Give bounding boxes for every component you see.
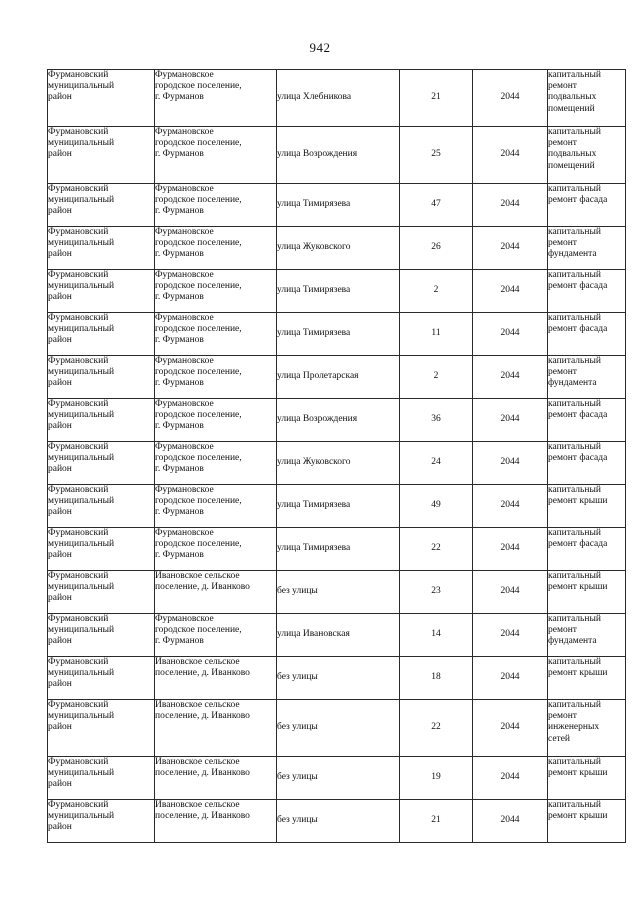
table-row — [48, 184, 626, 227]
work-type-cell — [548, 184, 626, 227]
work-type-cell — [548, 614, 626, 657]
year-cell — [473, 485, 548, 528]
year-cell-text: 2044 — [500, 722, 520, 733]
street-cell-text: улица Тимирязева — [277, 328, 351, 339]
street-cell — [277, 127, 400, 184]
year-cell-text: 2044 — [500, 672, 520, 683]
house-number-cell-text: 47 — [431, 199, 441, 210]
street-cell-text: улица Пролетарская — [277, 371, 359, 382]
work-type-cell — [548, 700, 626, 757]
district-cell-text: Фурмановский муниципальный район — [48, 399, 115, 432]
work-type-cell-text: капитальный ремонт крыши — [548, 800, 608, 822]
year-cell — [473, 70, 548, 127]
work-type-cell — [548, 227, 626, 270]
year-cell — [473, 442, 548, 485]
settlement-cell — [155, 356, 277, 399]
street-cell — [277, 227, 400, 270]
settlement-cell — [155, 227, 277, 270]
street-cell-text: улица Жуковского — [277, 242, 351, 253]
district-cell — [48, 356, 155, 399]
settlement-cell-text: Ивановское сельское поселение, д. Иванково — [155, 700, 250, 722]
street-cell — [277, 442, 400, 485]
house-number-cell — [400, 227, 473, 270]
work-type-cell-text: капитальный ремонт крыши — [548, 485, 608, 507]
house-number-cell — [400, 313, 473, 356]
district-cell-text: Фурмановский муниципальный район — [48, 70, 115, 103]
table-row — [48, 227, 626, 270]
work-type-cell-text: капитальный ремонт подвальных помещений — [548, 127, 601, 171]
year-cell-text: 2044 — [500, 586, 520, 597]
district-cell-text: Фурмановский муниципальный район — [48, 528, 115, 561]
district-cell — [48, 485, 155, 528]
district-cell-text: Фурмановский муниципальный район — [48, 800, 115, 833]
street-cell-text: без улицы — [277, 672, 318, 683]
work-type-cell-text: капитальный ремонт крыши — [548, 657, 608, 679]
work-type-cell-text: капитальный ремонт инженерных сетей — [548, 700, 601, 744]
work-type-cell-text: капитальный ремонт фундамента — [548, 614, 601, 647]
house-number-cell — [400, 127, 473, 184]
house-number-cell — [400, 70, 473, 127]
settlement-cell-text: Фурмановское городское поселение, г. Фурманов — [155, 442, 242, 475]
settlement-cell-text: Фурмановское городское поселение, г. Фурманов — [155, 70, 242, 103]
house-number-cell — [400, 270, 473, 313]
house-number-cell — [400, 485, 473, 528]
house-number-cell — [400, 184, 473, 227]
settlement-cell-text: Ивановское сельское поселение, д. Иванково — [155, 800, 250, 822]
street-cell-text: без улицы — [277, 772, 318, 783]
street-cell — [277, 700, 400, 757]
house-number-cell-text: 25 — [431, 149, 441, 160]
year-cell-text: 2044 — [500, 199, 520, 210]
work-type-cell — [548, 528, 626, 571]
district-cell — [48, 528, 155, 571]
street-cell-text: улица Ивановская — [277, 629, 350, 640]
year-cell — [473, 270, 548, 313]
street-cell-text: без улицы — [277, 586, 318, 597]
work-type-cell — [548, 757, 626, 800]
table-row — [48, 442, 626, 485]
house-number-cell — [400, 614, 473, 657]
table-row — [48, 571, 626, 614]
settlement-cell-text: Фурмановское городское поселение, г. Фурманов — [155, 184, 242, 217]
street-cell — [277, 757, 400, 800]
work-type-cell — [548, 70, 626, 127]
year-cell-text: 2044 — [500, 629, 520, 640]
district-cell-text: Фурмановский муниципальный район — [48, 757, 115, 790]
district-cell-text: Фурмановский муниципальный район — [48, 313, 115, 346]
work-type-cell — [548, 356, 626, 399]
table-row — [48, 757, 626, 800]
work-type-cell — [548, 571, 626, 614]
settlement-cell — [155, 757, 277, 800]
year-cell — [473, 313, 548, 356]
district-cell-text: Фурмановский муниципальный район — [48, 614, 115, 647]
district-cell-text: Фурмановский муниципальный район — [48, 700, 115, 733]
district-cell — [48, 127, 155, 184]
settlement-cell-text: Ивановское сельское поселение, д. Иванково — [155, 657, 250, 679]
work-type-cell-text: капитальный ремонт фасада — [548, 184, 608, 206]
table-body — [48, 70, 626, 843]
street-cell — [277, 70, 400, 127]
settlement-cell-text: Фурмановское городское поселение, г. Фурманов — [155, 270, 242, 303]
year-cell-text: 2044 — [500, 371, 520, 382]
settlement-cell-text: Ивановское сельское поселение, д. Иванково — [155, 571, 250, 593]
table-row — [48, 700, 626, 757]
table-row — [48, 399, 626, 442]
district-cell — [48, 571, 155, 614]
year-cell-text: 2044 — [500, 414, 520, 425]
year-cell — [473, 356, 548, 399]
house-number-cell-text: 2 — [433, 371, 439, 382]
year-cell-text: 2044 — [500, 92, 520, 103]
district-cell — [48, 184, 155, 227]
settlement-cell — [155, 485, 277, 528]
house-number-cell — [400, 356, 473, 399]
table-row — [48, 356, 626, 399]
district-cell — [48, 70, 155, 127]
work-type-cell — [548, 399, 626, 442]
district-cell — [48, 800, 155, 843]
house-number-cell-text: 14 — [431, 629, 441, 640]
year-cell-text: 2044 — [500, 328, 520, 339]
settlement-cell-text: Фурмановское городское поселение, г. Фурманов — [155, 227, 242, 260]
district-cell — [48, 227, 155, 270]
year-cell — [473, 800, 548, 843]
street-cell-text: улица Возрождения — [277, 414, 358, 425]
street-cell — [277, 184, 400, 227]
house-number-cell — [400, 442, 473, 485]
year-cell — [473, 757, 548, 800]
table-row — [48, 800, 626, 843]
year-cell — [473, 657, 548, 700]
street-cell-text: без улицы — [277, 815, 318, 826]
settlement-cell-text: Фурмановское городское поселение, г. Фурманов — [155, 485, 242, 518]
house-number-cell-text: 11 — [431, 328, 441, 339]
street-cell — [277, 313, 400, 356]
house-number-cell — [400, 528, 473, 571]
page-number: 942 — [309, 40, 331, 55]
settlement-cell — [155, 657, 277, 700]
street-cell-text: улица Тимирязева — [277, 285, 351, 296]
district-cell-text: Фурмановский муниципальный район — [48, 485, 115, 518]
street-cell-text: улица Жуковского — [277, 457, 351, 468]
district-cell-text: Фурмановский муниципальный район — [48, 657, 115, 690]
settlement-cell-text: Фурмановское городское поселение, г. Фурманов — [155, 356, 242, 389]
house-number-cell-text: 24 — [431, 457, 441, 468]
street-cell — [277, 485, 400, 528]
work-type-cell — [548, 485, 626, 528]
district-cell — [48, 313, 155, 356]
settlement-cell — [155, 184, 277, 227]
district-cell-text: Фурмановский муниципальный район — [48, 227, 115, 260]
house-number-cell-text: 22 — [431, 543, 441, 554]
year-cell-text: 2044 — [500, 543, 520, 554]
table-row — [48, 614, 626, 657]
work-type-cell — [548, 800, 626, 843]
street-cell — [277, 657, 400, 700]
table-row — [48, 657, 626, 700]
work-type-cell-text: капитальный ремонт фасада — [548, 442, 608, 464]
street-cell-text: без улицы — [277, 722, 318, 733]
year-cell — [473, 528, 548, 571]
settlement-cell — [155, 442, 277, 485]
settlement-cell-text: Фурмановское городское поселение, г. Фурманов — [155, 399, 242, 432]
table-row — [48, 485, 626, 528]
district-cell-text: Фурмановский муниципальный район — [48, 270, 115, 303]
street-cell — [277, 356, 400, 399]
year-cell — [473, 399, 548, 442]
work-type-cell — [548, 270, 626, 313]
street-cell-text: улица Хлебникова — [277, 92, 352, 103]
work-type-cell-text: капитальный ремонт фасада — [548, 270, 608, 292]
work-type-cell — [548, 127, 626, 184]
year-cell-text: 2044 — [500, 500, 520, 511]
house-number-cell-text: 36 — [431, 414, 441, 425]
district-cell-text: Фурмановский муниципальный район — [48, 356, 115, 389]
settlement-cell-text: Фурмановское городское поселение, г. Фурманов — [155, 127, 242, 160]
work-type-cell — [548, 313, 626, 356]
year-cell-text: 2044 — [500, 772, 520, 783]
street-cell — [277, 800, 400, 843]
year-cell-text: 2044 — [500, 285, 520, 296]
table-row — [48, 528, 626, 571]
work-type-cell-text: капитальный ремонт фасада — [548, 313, 608, 335]
year-cell — [473, 127, 548, 184]
table-row — [48, 270, 626, 313]
district-cell — [48, 657, 155, 700]
house-number-cell — [400, 399, 473, 442]
work-type-cell-text: капитальный ремонт крыши — [548, 757, 608, 779]
street-cell — [277, 571, 400, 614]
table-row — [48, 70, 626, 127]
year-cell-text: 2044 — [500, 457, 520, 468]
settlement-cell — [155, 800, 277, 843]
settlement-cell — [155, 571, 277, 614]
year-cell — [473, 571, 548, 614]
settlement-cell — [155, 528, 277, 571]
district-cell — [48, 757, 155, 800]
year-cell-text: 2044 — [500, 242, 520, 253]
house-number-cell — [400, 571, 473, 614]
settlement-cell — [155, 399, 277, 442]
settlement-cell — [155, 270, 277, 313]
street-cell — [277, 399, 400, 442]
district-cell — [48, 700, 155, 757]
house-number-cell — [400, 657, 473, 700]
district-cell-text: Фурмановский муниципальный район — [48, 571, 115, 604]
year-cell — [473, 614, 548, 657]
district-cell — [48, 399, 155, 442]
settlement-cell — [155, 127, 277, 184]
settlement-cell-text: Фурмановское городское поселение, г. Фурманов — [155, 528, 242, 561]
table-row — [48, 127, 626, 184]
house-number-cell-text: 19 — [431, 772, 441, 783]
house-number-cell — [400, 700, 473, 757]
house-number-cell-text: 26 — [431, 242, 441, 253]
district-cell — [48, 442, 155, 485]
house-number-cell-text: 18 — [431, 672, 441, 683]
district-cell — [48, 614, 155, 657]
district-cell — [48, 270, 155, 313]
district-cell-text: Фурмановский муниципальный район — [48, 184, 115, 217]
table-row — [48, 313, 626, 356]
work-type-cell-text: капитальный ремонт фасада — [548, 528, 608, 550]
street-cell — [277, 528, 400, 571]
settlement-cell — [155, 700, 277, 757]
work-type-cell-text: капитальный ремонт фундамента — [548, 227, 601, 260]
district-cell-text: Фурмановский муниципальный район — [48, 127, 115, 160]
work-type-cell-text: капитальный ремонт фасада — [548, 399, 608, 421]
settlement-cell-text: Фурмановское городское поселение, г. Фурманов — [155, 614, 242, 647]
house-number-cell-text: 21 — [431, 92, 441, 103]
work-type-cell-text: капитальный ремонт фундамента — [548, 356, 601, 389]
year-cell — [473, 227, 548, 270]
street-cell-text: улица Тимирязева — [277, 500, 351, 511]
settlement-cell-text: Фурмановское городское поселение, г. Фурманов — [155, 313, 242, 346]
year-cell-text: 2044 — [500, 815, 520, 826]
street-cell — [277, 614, 400, 657]
work-type-cell-text: капитальный ремонт подвальных помещений — [548, 70, 601, 114]
year-cell — [473, 700, 548, 757]
work-type-cell-text: капитальный ремонт крыши — [548, 571, 608, 593]
house-number-cell-text: 2 — [433, 285, 439, 296]
district-cell-text: Фурмановский муниципальный район — [48, 442, 115, 475]
year-cell-text: 2044 — [500, 149, 520, 160]
work-type-cell — [548, 657, 626, 700]
house-number-cell-text: 21 — [431, 815, 441, 826]
house-number-cell — [400, 757, 473, 800]
settlement-cell — [155, 313, 277, 356]
street-cell — [277, 270, 400, 313]
street-cell-text: улица Возрождения — [277, 149, 358, 160]
settlement-cell — [155, 614, 277, 657]
year-cell — [473, 184, 548, 227]
work-type-cell — [548, 442, 626, 485]
settlement-cell-text: Ивановское сельское поселение, д. Иванково — [155, 757, 250, 779]
house-number-cell-text: 23 — [431, 586, 441, 597]
house-number-cell-text: 22 — [431, 722, 441, 733]
settlement-cell — [155, 70, 277, 127]
repair-schedule-table — [47, 69, 626, 843]
street-cell-text: улица Тимирязева — [277, 543, 351, 554]
street-cell-text: улица Тимирязева — [277, 199, 351, 210]
house-number-cell-text: 49 — [431, 500, 441, 511]
house-number-cell — [400, 800, 473, 843]
